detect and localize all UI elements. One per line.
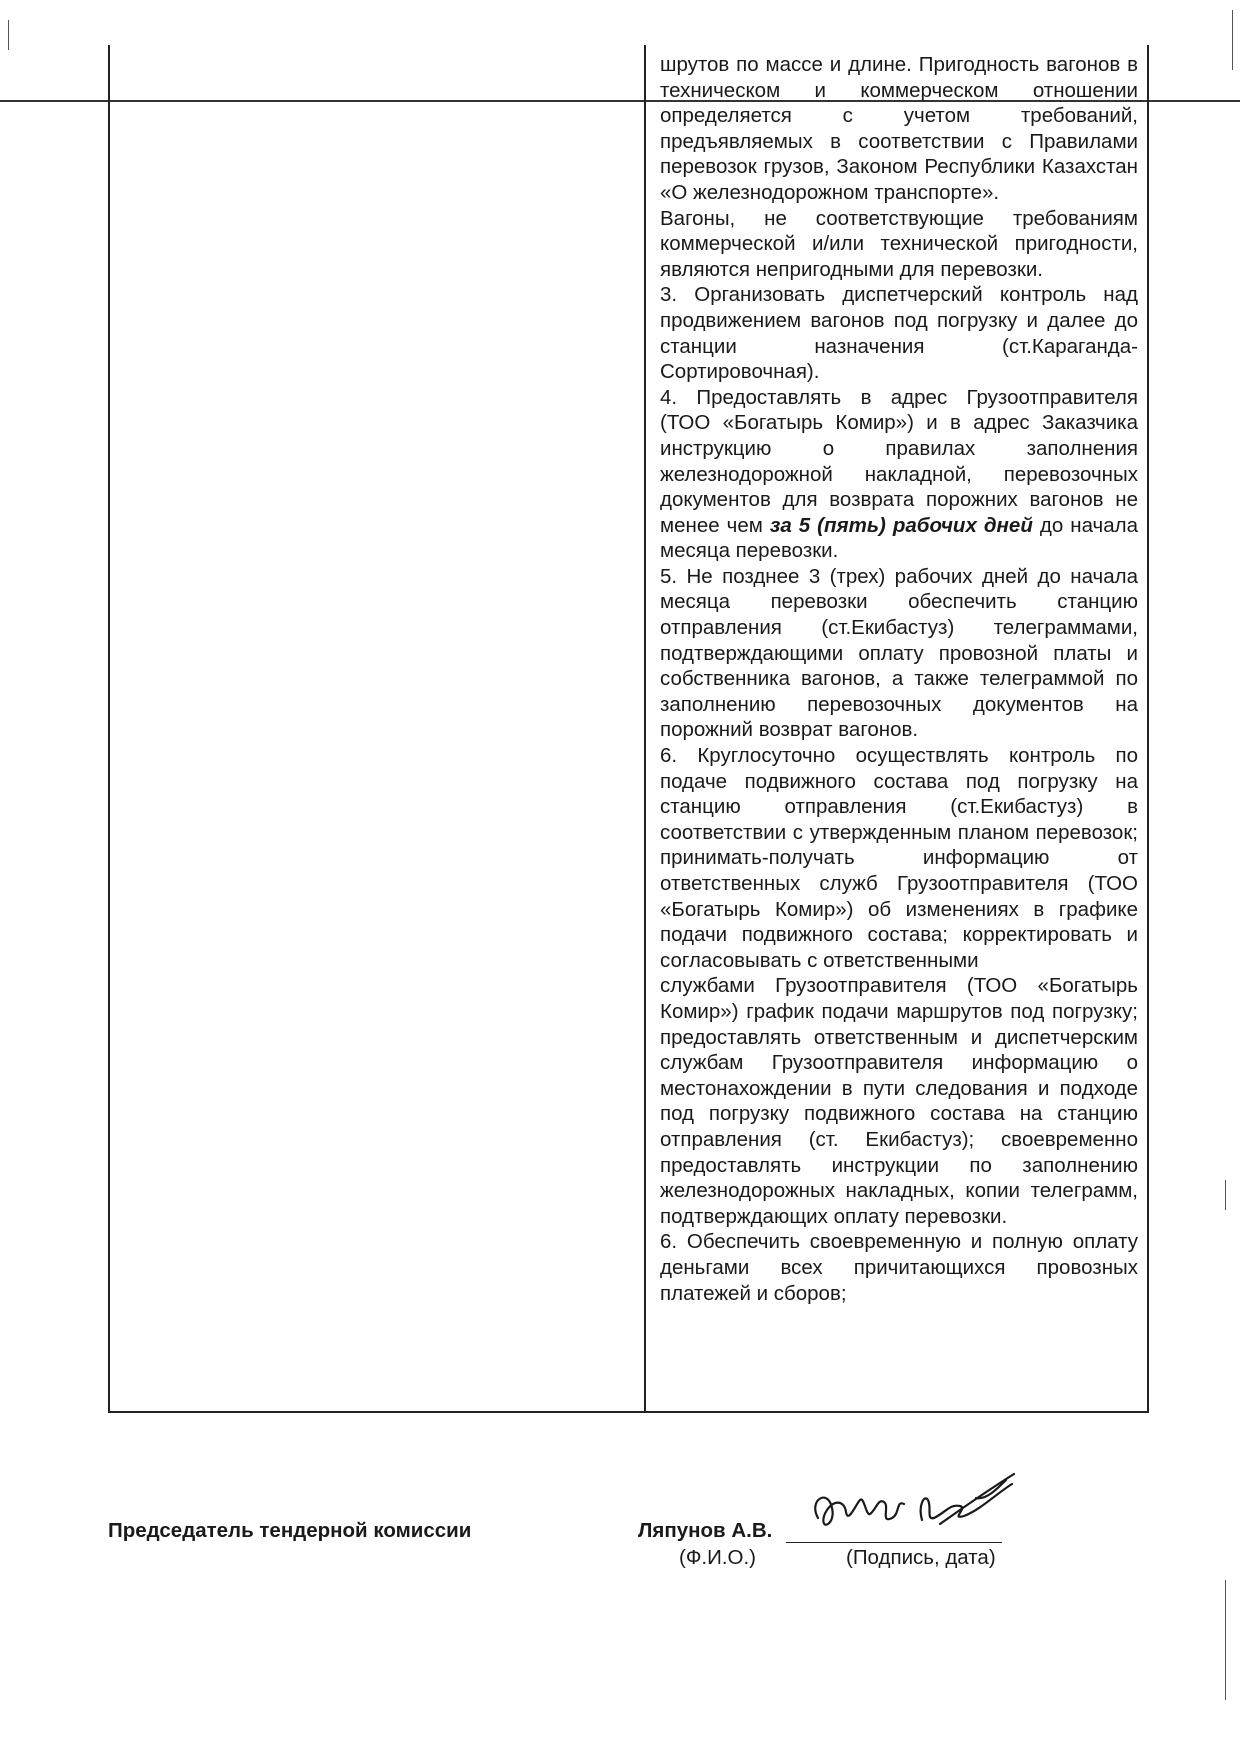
item4-emphasis: за 5 (пять) рабочих дней	[769, 513, 1033, 537]
table-right-border	[1147, 45, 1149, 1413]
paragraph: 5. Не позднее 3 (трех) рабочих дней до начала месяца перевозки обеспечить станцию отправления (ст.Екибастуз) телеграммами, подтверждающими оплату провозной платы и собственника вагонов, а также телеграммой по заполнению перевозочных документов на порожний возврат вагонов.	[660, 564, 1138, 742]
paragraph: Вагоны, не соответствующие требованиям коммерческой и/или технической пригодности, являются непригодными для перевозки.	[660, 206, 1138, 281]
table-right-cell-text	[660, 52, 1138, 1306]
scan-margin-mark	[1225, 1580, 1226, 1700]
item4-text-after: до начала месяца перевозки.	[660, 513, 1138, 563]
paragraph-item-4	[660, 385, 1138, 564]
scan-margin-mark	[1225, 1180, 1226, 1210]
handwritten-signature	[800, 1460, 1030, 1560]
table-column-divider	[644, 45, 646, 1413]
paragraph: 6. Обеспечить своевременную и полную оплату деньгами всех причитающихся провозных платежей и сборов;	[660, 1230, 1138, 1305]
fio-caption: (Ф.И.О.)	[679, 1546, 757, 1569]
chairman-label: Председатель тендерной комиссии	[108, 1519, 472, 1542]
paragraph: службами Грузоотправителя (ТОО «Богатырь Комир») график подачи маршрутов под погрузку; предоставлять ответственным и диспетчерским службам Грузоотправителя информацию о местонахождении в пути следования и подходе под погрузку подвижного состава на станцию отправления (ст. Екибастуз); своевременно предоставлять инструкции по заполнению железнодорожных накладных, копии телеграмм, подтверждающих оплату перевозки.	[660, 974, 1138, 1228]
table-left-border	[108, 45, 110, 1413]
paragraph: 6. Круглосуточно осуществлять контроль по подаче подвижного состава под погрузку на станцию отправления (ст.Екибастуз) в соответствии с утвержденным планом перевозок; принимать-получать информацию от ответственных служб Грузоотправителя (ТОО «Богатырь Комир») об изменениях в графике подачи подвижного состава; корректировать и согласовывать с ответственными	[660, 744, 1138, 972]
item4-text-before: 4. Предоставлять в адрес Грузоотправителя (ТОО «Богатырь Комир») и в адрес Заказчика инструкцию о правилах заполнения железнодорожной накладной, перевозочных документов для возврата порожних вагонов не менее чем	[660, 385, 1138, 537]
paragraph: 3. Организовать диспетчерский контроль над продвижением вагонов под погрузку и далее до станции назначения (ст.Караганда-Сортировочная).	[660, 283, 1138, 384]
paragraph: шрутов по массе и длине. Пригодность вагонов в техническом и коммерческом отношении определяется с учетом требований, предъявляемых в соответствии с Правилами перевозок грузов, Законом Республики Казахстан «О железнодорожном транспорте».	[660, 53, 1138, 204]
signature-caption: (Подпись, дата)	[846, 1546, 996, 1569]
table-bottom-border	[108, 1411, 1149, 1413]
chairman-name: Ляпунов А.В.	[638, 1519, 773, 1542]
scan-margin-mark	[1232, 10, 1233, 70]
scan-margin-mark	[8, 20, 9, 50]
